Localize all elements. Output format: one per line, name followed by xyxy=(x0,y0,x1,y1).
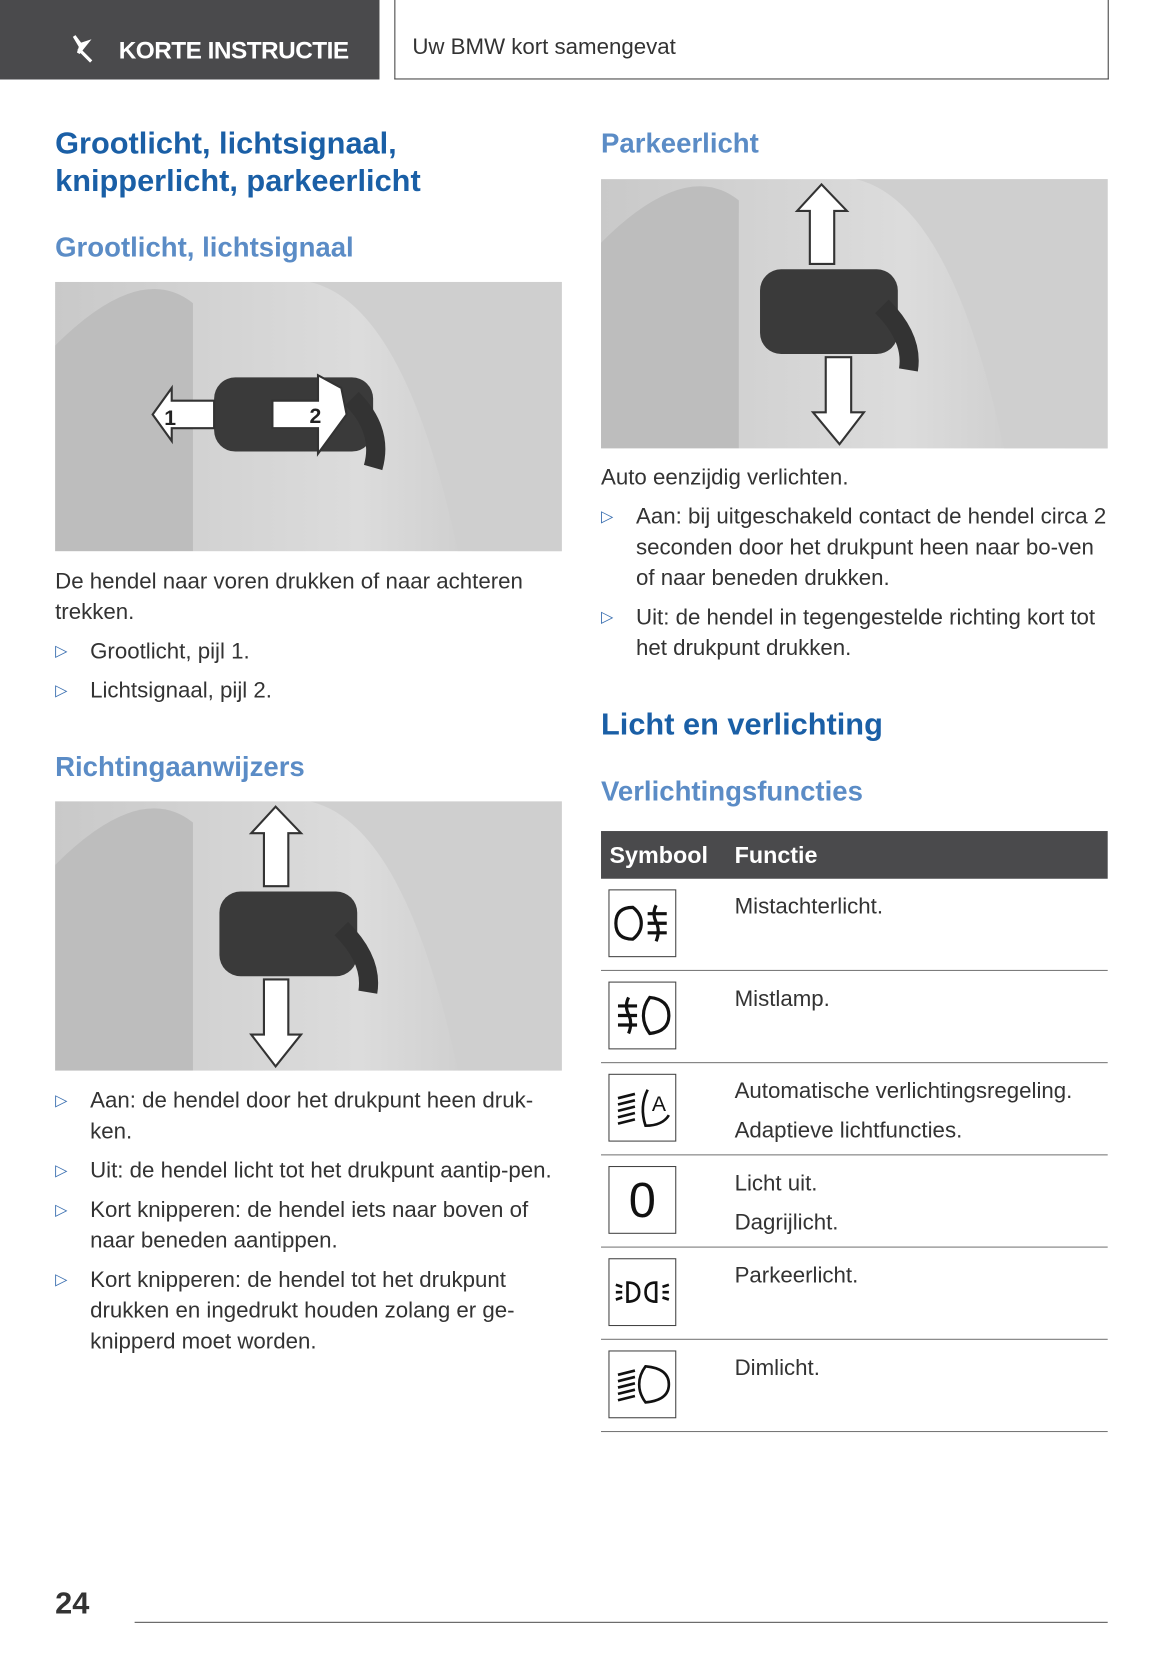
table-row xyxy=(601,971,1108,1063)
chapter-title: Uw BMW kort samengevat xyxy=(412,34,676,60)
subheading-light-functions: Verlichtingsfuncties xyxy=(601,774,863,807)
auto-headlight-icon xyxy=(608,1074,676,1142)
bullet-triangle-icon: ▷ xyxy=(55,681,68,700)
arrow-label-1: 1 xyxy=(164,407,177,431)
front-fog-light-icon xyxy=(608,982,676,1050)
list-item-text: Aan: de hendel door het drukpunt heen druk-ken. xyxy=(90,1088,534,1144)
rear-fog-light-icon xyxy=(608,889,676,957)
column-header-function: Functie xyxy=(734,841,818,869)
subheading-parking-light: Parkeerlicht xyxy=(601,127,759,159)
parking-light-list xyxy=(601,501,1108,672)
list-item xyxy=(55,636,562,667)
table-row xyxy=(601,1340,1108,1432)
function-text: Dimlicht. xyxy=(734,1355,820,1381)
list-item xyxy=(601,602,1108,663)
function-text: Licht uit. xyxy=(734,1171,818,1196)
list-item xyxy=(55,1155,562,1186)
function-text: Automatische verlichtingsregeling. xyxy=(734,1079,1073,1104)
list-item-text: Aan: bij uitgeschakeld contact de hendel circa 2 seconden door het drukpunt heen naar bo-ven of naar beneden drukken. xyxy=(635,504,1107,591)
function-text: Parkeerlicht. xyxy=(734,1263,859,1288)
list-item-text: Kort knipperen: de hendel iets naar boven of naar beneden aantippen. xyxy=(90,1197,529,1253)
section-tab xyxy=(0,0,379,79)
column-header-symbol: Symbool xyxy=(609,841,708,869)
subheading-turn-signals: Richtingaanwijzers xyxy=(55,750,305,783)
section-title: KORTE INSTRUCTIE xyxy=(118,36,349,64)
list-item-text: Kort knipperen: de hendel tot het drukpunt drukken en ingedrukt houden zolang er ge-knipperd moet worden. xyxy=(90,1267,515,1354)
table-row xyxy=(601,1063,1108,1155)
light-functions-table xyxy=(601,831,1108,1432)
svg-text:A: A xyxy=(651,1092,667,1116)
bullet-triangle-icon: ▷ xyxy=(55,1200,68,1219)
function-text: Mistachterlicht. xyxy=(734,894,884,920)
chapter-box xyxy=(394,0,1108,79)
turn-signal-illustration xyxy=(55,801,562,1070)
list-item-text: Grootlicht, pijl 1. xyxy=(90,639,250,664)
section-heading: Grootlicht, lichtsignaal, knipperlicht, parkeerlicht xyxy=(55,127,421,199)
parking-light-illustration xyxy=(601,179,1108,448)
footer-divider xyxy=(135,1622,1108,1623)
table-header xyxy=(601,831,1108,879)
high-beam-list xyxy=(55,636,562,714)
bullet-triangle-icon: ▷ xyxy=(601,608,614,627)
paragraph: Auto eenzijdig verlichten. xyxy=(601,465,849,490)
pushpin-icon xyxy=(66,34,96,64)
bullet-triangle-icon: ▷ xyxy=(601,507,614,526)
list-item xyxy=(55,675,562,706)
table-row xyxy=(601,879,1108,971)
function-text: Mistlamp. xyxy=(734,986,830,1012)
section-heading-lights: Licht en verlichting xyxy=(601,708,883,742)
list-item-text: Uit: de hendel in tegengestelde richting kort tot het drukpunt drukken. xyxy=(635,605,1096,661)
bullet-triangle-icon: ▷ xyxy=(55,1270,68,1289)
page-number: 24 xyxy=(55,1586,90,1621)
paragraph: De hendel naar voren drukken of naar achteren trekken. xyxy=(55,569,523,625)
parking-light-icon xyxy=(608,1258,676,1326)
list-item xyxy=(601,501,1108,593)
list-item xyxy=(55,1265,562,1357)
turn-signal-list xyxy=(55,1085,562,1365)
low-beam-icon xyxy=(608,1350,676,1418)
lights-off-symbol: 0 xyxy=(628,1172,656,1228)
bullet-triangle-icon: ▷ xyxy=(55,642,68,661)
function-text: Adaptieve lichtfuncties. xyxy=(734,1118,963,1143)
table-row xyxy=(601,1248,1108,1340)
bullet-triangle-icon: ▷ xyxy=(55,1161,68,1180)
bullet-triangle-icon: ▷ xyxy=(55,1091,68,1110)
list-item xyxy=(55,1195,562,1256)
high-beam-illustration xyxy=(55,282,562,551)
function-text: Dagrijlicht. xyxy=(734,1210,839,1235)
list-item-text: Uit: de hendel licht tot het drukpunt aantip-pen. xyxy=(90,1158,552,1183)
subheading-high-beam: Grootlicht, lichtsignaal xyxy=(55,231,354,263)
list-item-text: Lichtsignaal, pijl 2. xyxy=(90,678,273,703)
list-item xyxy=(55,1085,562,1146)
arrow-label-2: 2 xyxy=(309,404,322,428)
table-row xyxy=(601,1155,1108,1247)
lights-off-icon xyxy=(608,1166,676,1234)
